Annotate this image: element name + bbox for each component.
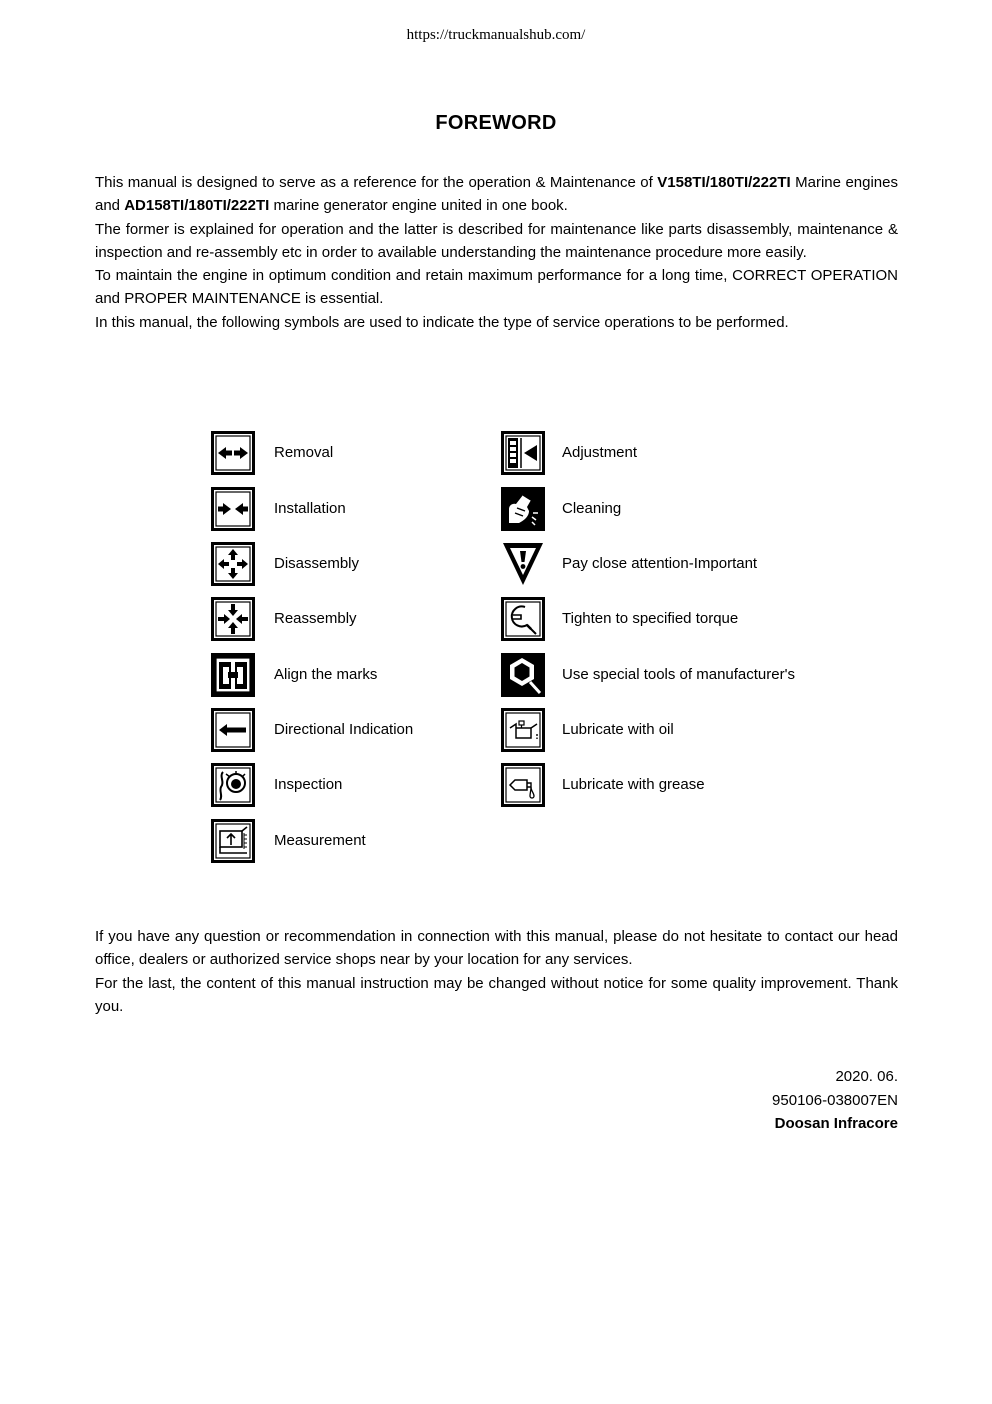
symbol-label: Inspection bbox=[274, 776, 343, 793]
special-tool-icon bbox=[501, 653, 545, 697]
symbol-label: Directional Indication bbox=[274, 721, 414, 738]
closing-paragraph-1: If you have any question or recommendation in connection with this manual, please do not hesitate to contact our head office, dealers or authorized service shops near by your location for any services. bbox=[95, 928, 898, 969]
cleaning-icon bbox=[501, 487, 545, 531]
symbol-adjustment bbox=[501, 431, 921, 475]
intro-text-1e: marine generator engine united in one book. bbox=[269, 197, 568, 215]
grease-icon bbox=[501, 763, 545, 807]
symbol-label: Align the marks bbox=[274, 666, 378, 683]
intro-text bbox=[95, 171, 898, 334]
symbol-torque bbox=[501, 597, 921, 641]
symbol-lubricate-grease bbox=[501, 763, 921, 807]
intro-paragraph-2: The former is explained for operation and the latter is described for maintenance like parts disassembly, maintenance & inspection and re-assembly etc in order to available understanding the maintenance procedure more easily. bbox=[95, 220, 898, 261]
symbol-label: Reassembly bbox=[274, 610, 357, 627]
symbol-label: Installation bbox=[274, 500, 346, 517]
intro-paragraph-4: In this manual, the following symbols are used to indicate the type of service operations to be performed. bbox=[95, 313, 789, 331]
reassembly-icon bbox=[211, 597, 255, 641]
disassembly-icon bbox=[211, 542, 255, 586]
marine-engine-models: V158TI/180TI/222TI bbox=[657, 174, 791, 191]
closing-paragraph-2: For the last, the content of this manual instruction may be changed without notice for some quality improvement. Thank you. bbox=[95, 974, 898, 1015]
removal-icon bbox=[211, 431, 255, 475]
signoff-block bbox=[772, 1065, 898, 1136]
intro-paragraph-3: To maintain the engine in optimum condition and retain maximum performance for a long time, CORRECT OPERATION and PROPER MAINTENANCE is essential. bbox=[95, 267, 898, 308]
symbol-label: Lubricate with oil bbox=[562, 721, 674, 738]
generator-engine-models: AD158TI/180TI/222TI bbox=[124, 197, 270, 215]
warning-triangle-icon bbox=[501, 542, 545, 586]
symbol-label: Lubricate with grease bbox=[562, 776, 705, 793]
symbol-cleaning bbox=[501, 487, 921, 531]
symbol-label: Disassembly bbox=[274, 555, 360, 572]
publication-date: 2020. 06. bbox=[835, 1068, 898, 1085]
symbol-label: Pay close attention-Important bbox=[562, 555, 758, 572]
symbol-label: Use special tools of manufacturer's bbox=[562, 666, 795, 683]
torque-wrench-icon bbox=[501, 597, 545, 641]
symbol-label: Measurement bbox=[274, 832, 366, 849]
header-url: https://truckmanualshub.com/ bbox=[406, 27, 586, 43]
adjustment-icon bbox=[501, 431, 545, 475]
closing-text bbox=[95, 925, 898, 1018]
symbol-lubricate-oil bbox=[501, 708, 921, 752]
intro-text-1a: This manual is designed to serve as a reference for the operation & Maintenance of bbox=[95, 174, 658, 191]
inspection-icon bbox=[211, 763, 255, 807]
align-marks-icon bbox=[211, 653, 255, 697]
intro-text-1c: Marine engines and bbox=[95, 174, 898, 215]
symbol-measurement bbox=[211, 819, 631, 863]
symbol-important bbox=[501, 542, 921, 586]
page-title: FOREWORD bbox=[435, 112, 557, 134]
measurement-icon bbox=[211, 819, 255, 863]
symbol-label: Removal bbox=[274, 444, 334, 461]
symbol-label: Tighten to specified torque bbox=[562, 610, 739, 627]
installation-icon bbox=[211, 487, 255, 531]
directional-indication-icon bbox=[211, 708, 255, 752]
company-name: Doosan Infracore bbox=[774, 1115, 898, 1132]
symbol-label: Cleaning bbox=[562, 500, 622, 517]
document-number: 950106-038007EN bbox=[772, 1091, 898, 1109]
oil-can-icon bbox=[501, 708, 545, 752]
intro-paragraph-1 bbox=[95, 171, 898, 218]
symbol-label: Adjustment bbox=[562, 444, 638, 461]
symbol-special-tools bbox=[501, 653, 921, 697]
